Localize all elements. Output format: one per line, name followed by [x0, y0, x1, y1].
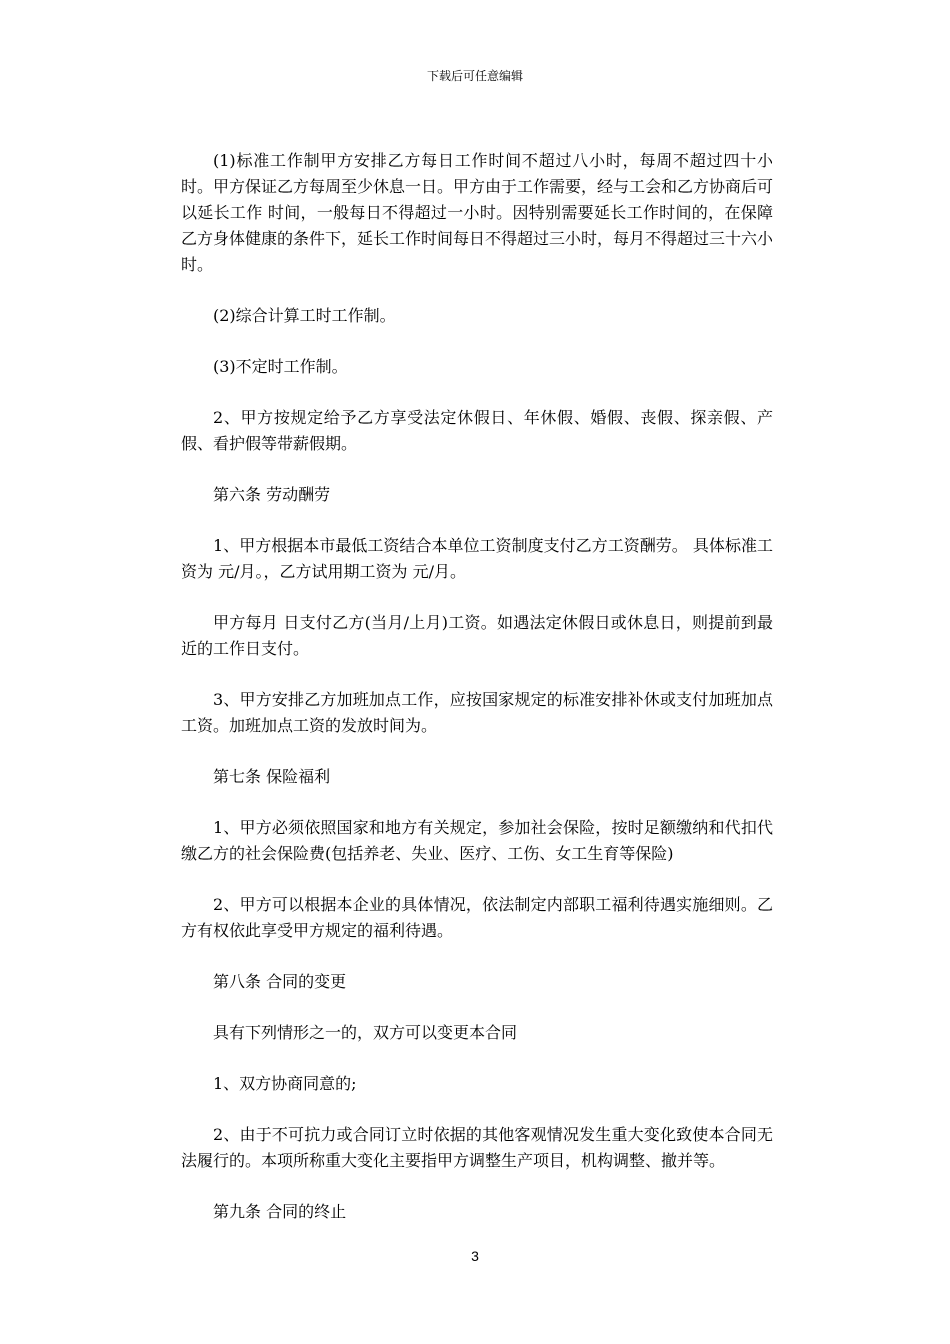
section-heading-article-6: 第六条 劳动酬劳: [213, 485, 331, 504]
paragraph-paid-leave: 2、甲方按规定给予乙方享受法定休假日、年休假、婚假、丧假、探亲假、产假、看护假等带薪假期。: [181, 408, 773, 453]
paragraph-pay-date: 甲方每月 日支付乙方(当月/上月)工资。如遇法定休假日或休息日，则提前到最近的工作日支付。: [181, 613, 773, 658]
paragraph-welfare: 2、甲方可以根据本企业的具体情况，依法制定内部职工福利待遇实施细则。乙方有权依此享受甲方规定的福利待遇。: [181, 895, 773, 940]
section-heading-article-7: 第七条 保险福利: [213, 767, 331, 786]
section-heading-article-9: 第九条 合同的终止: [213, 1202, 347, 1221]
paragraph-flexible-hours: (3)不定时工作制。: [213, 357, 348, 376]
paragraph-change-conditions: 具有下列情形之一的，双方可以变更本合同: [213, 1023, 518, 1042]
page-header: 下载后可任意编辑: [426, 69, 523, 83]
section-heading-article-8: 第八条 合同的变更: [213, 972, 347, 991]
paragraph-force-majeure: 2、由于不可抗力或合同订立时依据的其他客观情况发生重大变化致使本合同无法履行的。本项所称重大变化主要指甲方调整生产项目，机构调整、撤并等。: [181, 1125, 773, 1170]
paragraph-comprehensive-hours: (2)综合计算工时工作制。: [213, 306, 396, 325]
paragraph-work-hours-standard: (1)标准工作制甲方安排乙方每日工作时间不超过八小时，每周不超过四十小时。甲方保证乙方每周至少休息一日。甲方由于工作需要，经与工会和乙方协商后可以延长工作 时间，一般每日不得超过一小时。因特别需要延长工作时间的，在保障乙方身体健康的条件下，延长工作时间每日不得超过三小时，每月不得超过三十六小时。: [181, 151, 774, 274]
paragraph-wage-standard: 1、甲方根据本市最低工资结合本单位工资制度支付乙方工资酬劳。 具体标准工资为 元/月。，乙方试用期工资为 元/月。: [181, 536, 773, 581]
page-number: 3: [471, 1248, 479, 1264]
document-body: [181, 148, 773, 1250]
paragraph-mutual-agreement: 1、双方协商同意的;: [213, 1074, 357, 1093]
paragraph-overtime-pay: 3、甲方安排乙方加班加点工作，应按国家规定的标准安排补休或支付加班加点工资。加班加点工资的发放时间为。: [181, 690, 773, 735]
paragraph-social-insurance: 1、甲方必须依照国家和地方有关规定，参加社会保险，按时足额缴纳和代扣代缴乙方的社会保险费(包括养老、失业、医疗、工伤、女工生育等保险): [181, 818, 773, 863]
